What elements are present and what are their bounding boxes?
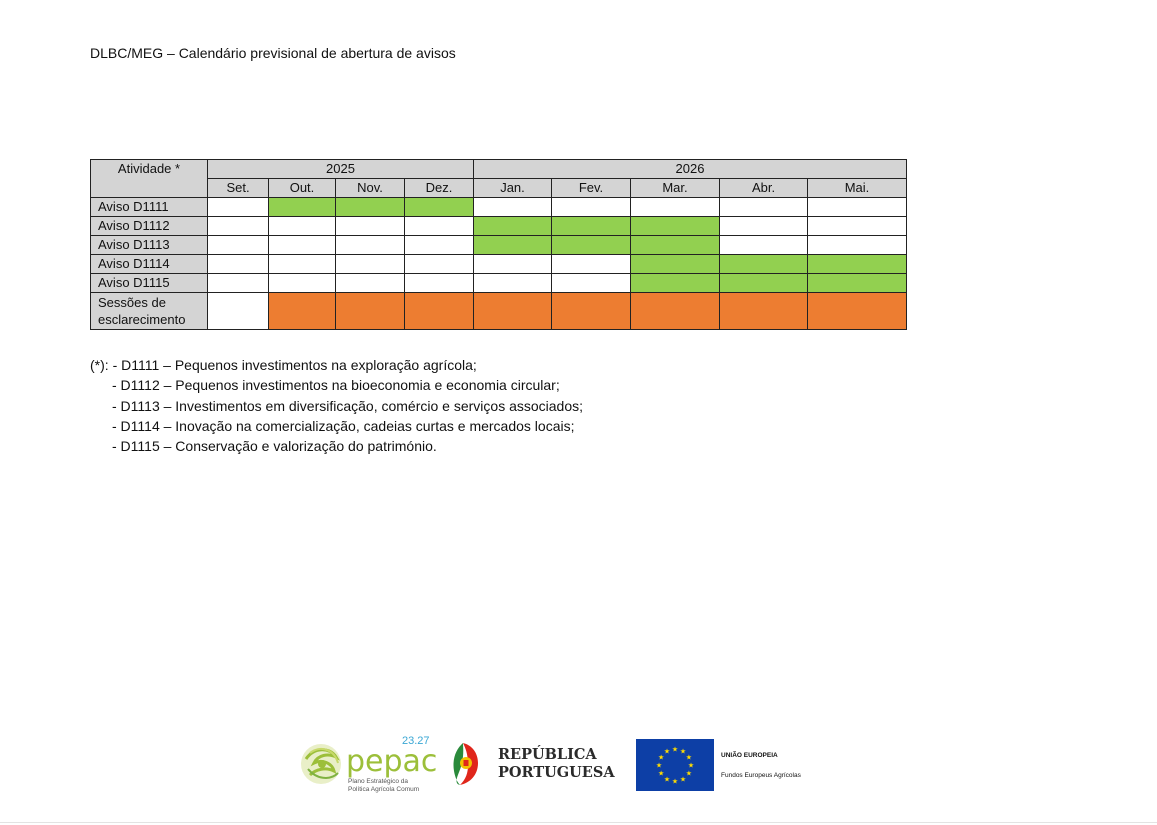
- row-label: Aviso D1114: [91, 255, 208, 274]
- pepac-swirl-icon: [301, 744, 341, 784]
- page-bottom-rule: [0, 822, 1157, 823]
- schedule-cell-green: [631, 255, 720, 274]
- schedule-cell-orange: [631, 293, 720, 330]
- pepac-years: 23.27: [402, 735, 430, 747]
- schedule-cell-empty: [552, 198, 631, 217]
- table-row: [91, 255, 907, 274]
- pepac-wordmark: pepac: [346, 744, 438, 779]
- month-header: Mar.: [631, 179, 720, 198]
- schedule-cell-empty: [720, 236, 808, 255]
- eu-star-icon: ★: [687, 761, 695, 770]
- eu-star-icon: ★: [663, 747, 671, 756]
- schedule-cell-empty: [336, 255, 405, 274]
- schedule-cell-green: [631, 236, 720, 255]
- header-year-2026: 2026: [474, 160, 907, 179]
- schedule-cell-green: [720, 274, 808, 293]
- eu-star-icon: ★: [657, 753, 665, 762]
- calendar-table: [90, 159, 907, 330]
- schedule-cell-green: [631, 217, 720, 236]
- schedule-cell-orange: [405, 293, 474, 330]
- eu-star-icon: ★: [685, 753, 693, 762]
- schedule-cell-empty: [631, 198, 720, 217]
- schedule-cell-orange: [474, 293, 552, 330]
- schedule-cell-orange: [808, 293, 907, 330]
- schedule-cell-empty: [405, 274, 474, 293]
- schedule-cell-empty: [720, 198, 808, 217]
- row-label: Aviso D1115: [91, 274, 208, 293]
- schedule-cell-empty: [269, 255, 336, 274]
- month-header: Fev.: [552, 179, 631, 198]
- month-header: Mai.: [808, 179, 907, 198]
- schedule-cell-empty: [474, 274, 552, 293]
- republica-portuguesa-logo: [453, 743, 615, 785]
- footnote-d1113: - D1113 – Investimentos em diversificação, comércio e serviços associados;: [112, 397, 584, 414]
- eu-star-icon: ★: [679, 775, 687, 784]
- schedule-cell-empty: [405, 255, 474, 274]
- schedule-cell-green: [631, 274, 720, 293]
- month-header: Abr.: [720, 179, 808, 198]
- schedule-cell-empty: [269, 236, 336, 255]
- schedule-cell-green: [808, 274, 907, 293]
- schedule-cell-empty: [208, 217, 269, 236]
- table-row: [91, 293, 907, 330]
- page-title: DLBC/MEG – Calendário previsional de abertura de avisos: [90, 45, 456, 61]
- pepac-subtitle-2: Política Agrícola Comum: [348, 786, 420, 793]
- footnote-d1115: - D1115 – Conservação e valorização do património.: [112, 438, 437, 455]
- month-header: Dez.: [405, 179, 474, 198]
- footnote-d1114: - D1114 – Inovação na comercialização, cadeias curtas e mercados locais;: [112, 417, 575, 434]
- row-label: Aviso D1113: [91, 236, 208, 255]
- footnote-d1111: - D1111 – Pequenos investimentos na exploração agrícola;: [112, 357, 477, 373]
- table-row: [91, 198, 907, 217]
- schedule-cell-green: [405, 198, 474, 217]
- eu-line1: UNIÃO EUROPEIA: [721, 752, 778, 759]
- schedule-cell-empty: [808, 236, 907, 255]
- eu-star-icon: ★: [655, 761, 663, 770]
- schedule-cell-empty: [405, 217, 474, 236]
- table-row: [91, 274, 907, 293]
- schedule-cell-empty: [208, 198, 269, 217]
- schedule-cell-orange: [269, 293, 336, 330]
- footnote-line: [90, 355, 583, 375]
- schedule-cell-empty: [208, 255, 269, 274]
- schedule-cell-empty: [269, 274, 336, 293]
- footnote-prefix: (*):: [90, 357, 113, 373]
- schedule-cell-empty: [474, 198, 552, 217]
- schedule-cell-green: [552, 217, 631, 236]
- eu-line2: Fundos Europeus Agrícolas: [721, 772, 801, 779]
- eu-star-icon: ★: [671, 745, 679, 754]
- table-row: [91, 217, 907, 236]
- header-year-2025: 2025: [208, 160, 474, 179]
- schedule-cell-green: [269, 198, 336, 217]
- schedule-cell-empty: [269, 217, 336, 236]
- schedule-cell-empty: [474, 255, 552, 274]
- schedule-cell-green: [720, 255, 808, 274]
- month-header: Set.: [208, 179, 269, 198]
- schedule-cell-empty: [405, 236, 474, 255]
- schedule-cell-empty: [336, 217, 405, 236]
- schedule-cell-orange: [552, 293, 631, 330]
- pepac-logo: [301, 735, 437, 793]
- row-label: Aviso D1112: [91, 217, 208, 236]
- eu-star-icon: ★: [663, 775, 671, 784]
- eu-logo: [636, 739, 802, 791]
- portugal-emblem-icon: [453, 743, 478, 785]
- schedule-cell-green: [336, 198, 405, 217]
- eu-star-icon: ★: [685, 769, 693, 778]
- table-row: [91, 236, 907, 255]
- pepac-subtitle-1: Plano Estratégico da: [348, 778, 408, 785]
- schedule-cell-empty: [808, 198, 907, 217]
- eu-star-icon: ★: [657, 769, 665, 778]
- schedule-cell-green: [808, 255, 907, 274]
- republica-line2: PORTUGUESA: [498, 764, 615, 781]
- footnotes: [90, 355, 583, 456]
- schedule-cell-empty: [808, 217, 907, 236]
- schedule-cell-empty: [208, 274, 269, 293]
- schedule-cell-orange: [720, 293, 808, 330]
- schedule-cell-orange: [336, 293, 405, 330]
- schedule-cell-empty: [720, 217, 808, 236]
- footnote-d1112: - D1112 – Pequenos investimentos na bioeconomia e economia circular;: [112, 377, 560, 394]
- schedule-cell-green: [474, 217, 552, 236]
- eu-star-icon: ★: [671, 777, 679, 786]
- month-header: Nov.: [336, 179, 405, 198]
- eu-star-icon: ★: [679, 747, 687, 756]
- schedule-cell-green: [474, 236, 552, 255]
- schedule-cell-empty: [336, 236, 405, 255]
- row-label: Sessões de esclarecimento: [91, 293, 208, 330]
- schedule-cell-empty: [208, 293, 269, 330]
- schedule-cell-green: [552, 236, 631, 255]
- schedule-cell-empty: [208, 236, 269, 255]
- footer-logos: [300, 733, 830, 795]
- schedule-cell-empty: [552, 274, 631, 293]
- republica-line1: REPÚBLICA: [498, 746, 597, 763]
- month-header: Jan.: [474, 179, 552, 198]
- schedule-cell-empty: [336, 274, 405, 293]
- month-header: Out.: [269, 179, 336, 198]
- row-label: Aviso D1111: [91, 198, 208, 217]
- schedule-cell-empty: [552, 255, 631, 274]
- header-activity: Atividade *: [91, 160, 208, 198]
